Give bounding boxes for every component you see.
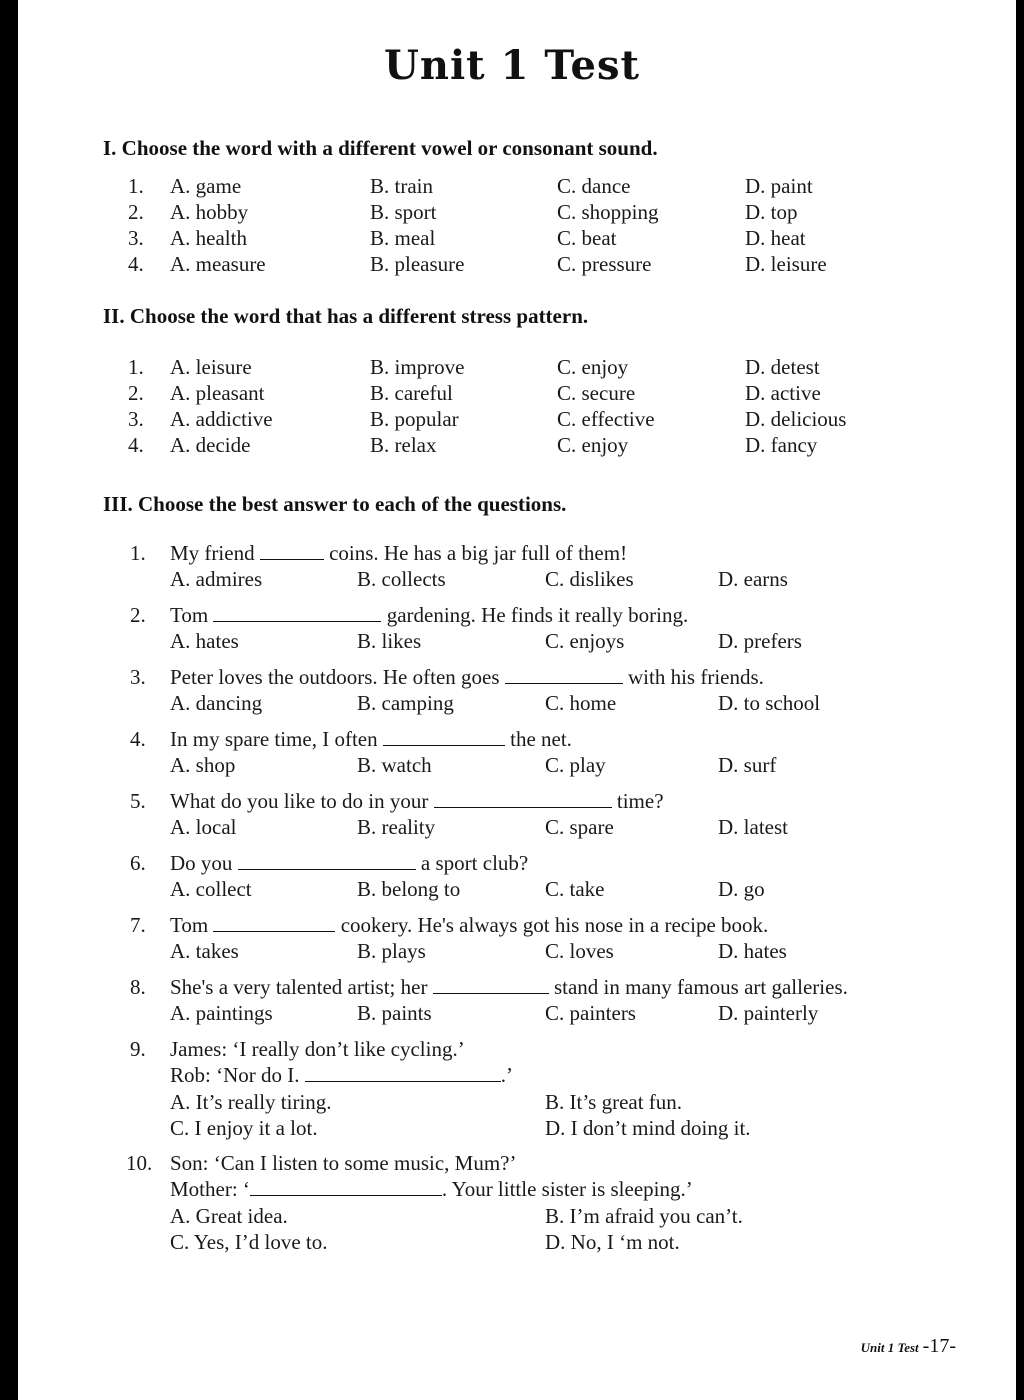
stem-before-blank: What do you like to do in your	[170, 789, 429, 813]
page-title: Unit 1 Test	[384, 42, 640, 89]
answer-options	[0, 815, 1024, 841]
dialogue-line: Son: ‘Can I listen to some music, Mum?’	[170, 1151, 517, 1175]
stem-after-blank: coins. He has a big jar full of them!	[329, 541, 628, 565]
section-1-heading: I. Choose the word with a different vowel or consonant sound.	[103, 136, 658, 160]
option-a: A. decide	[170, 433, 251, 457]
answer-options	[0, 877, 1024, 903]
option-c: C. pressure	[557, 252, 652, 276]
question-text	[170, 789, 664, 814]
option-a: A. collect	[170, 877, 252, 901]
option-c: C. loves	[545, 939, 614, 963]
option-d: D. I don’t mind doing it.	[545, 1116, 751, 1140]
option-b: B. likes	[357, 629, 422, 653]
item-number: 3.	[128, 407, 144, 431]
question-stem	[0, 1177, 1024, 1203]
option-d: D. paint	[745, 174, 813, 198]
question-text	[170, 541, 627, 566]
section-2-row	[0, 407, 1024, 433]
option-b: B. meal	[370, 226, 436, 250]
option-c: C. secure	[557, 381, 636, 405]
item-number: 1.	[128, 355, 144, 379]
item-number: 3.	[128, 226, 144, 250]
option-b: B. relax	[370, 433, 437, 457]
option-b: B. paints	[357, 1001, 432, 1025]
section-2-row	[0, 381, 1024, 407]
stem-before-blank: My friend	[170, 541, 255, 565]
question-number: 1.	[130, 541, 146, 565]
section-2-row	[0, 355, 1024, 381]
stem-after-blank: a sport club?	[420, 851, 529, 875]
question-stem	[0, 789, 1024, 815]
option-d: D. prefers	[718, 629, 802, 653]
question-text	[170, 851, 528, 876]
stem-after-blank: the net.	[510, 727, 572, 751]
stem-after-blank: time?	[616, 789, 664, 813]
option-c: C. enjoys	[545, 629, 625, 653]
dialogue-line	[170, 1177, 693, 1202]
question-number: 9.	[130, 1037, 146, 1061]
answer-blank	[250, 1177, 442, 1196]
option-c: C. home	[545, 691, 617, 715]
question-text	[170, 603, 688, 628]
section-3-heading: III. Choose the best answer to each of the questions.	[103, 492, 567, 516]
option-a: A. game	[170, 174, 242, 198]
option-b: B. reality	[357, 815, 436, 839]
footer-unit-label: Unit 1 Test	[860, 1340, 919, 1355]
question-text	[170, 665, 764, 690]
question-number: 8.	[130, 975, 146, 999]
stem-after-blank: .’	[500, 1063, 513, 1087]
option-a: A. addictive	[170, 407, 273, 431]
stem-after-blank: with his friends.	[628, 665, 764, 689]
answer-options	[0, 753, 1024, 779]
question-stem	[0, 1037, 1024, 1063]
option-c: C. painters	[545, 1001, 636, 1025]
option-c: C. I enjoy it a lot.	[170, 1116, 318, 1140]
question-stem	[0, 665, 1024, 691]
question-text	[170, 975, 848, 1000]
option-d: D. heat	[745, 226, 806, 250]
stem-before-blank: Tom	[170, 603, 209, 627]
option-a: A. takes	[170, 939, 239, 963]
answer-options	[0, 1090, 1024, 1116]
option-a: A. local	[170, 815, 237, 839]
option-d: D. to school	[718, 691, 821, 715]
option-a: A. health	[170, 226, 247, 250]
stem-before-blank: Tom	[170, 913, 209, 937]
option-c: C. Yes, I’d love to.	[170, 1230, 328, 1254]
question-number: 10.	[126, 1151, 153, 1175]
section-1-row	[0, 200, 1024, 226]
answer-blank	[433, 975, 549, 994]
option-b: B. popular	[370, 407, 459, 431]
option-a: A. measure	[170, 252, 266, 276]
answer-options	[0, 939, 1024, 965]
stem-before-blank: Peter loves the outdoors. He often goes	[170, 665, 500, 689]
option-a: A. pleasant	[170, 381, 265, 405]
stem-after-blank: stand in many famous art galleries.	[553, 975, 848, 999]
stem-after-blank: cookery. He's always got his nose in a recipe book.	[340, 913, 769, 937]
option-d: D. go	[718, 877, 765, 901]
stem-before-blank: Rob: ‘Nor do I.	[170, 1063, 300, 1087]
option-d: D. No, I ‘m not.	[545, 1230, 680, 1254]
question-stem	[0, 541, 1024, 567]
stem-after-blank: . Your little sister is sleeping.’	[441, 1177, 693, 1201]
option-b: B. It’s great fun.	[545, 1090, 683, 1114]
option-a: A. paintings	[170, 1001, 273, 1025]
answer-options	[0, 1116, 1024, 1142]
question-number: 7.	[130, 913, 146, 937]
answer-options	[0, 1204, 1024, 1230]
option-a: A. It’s really tiring.	[170, 1090, 332, 1114]
option-d: D. latest	[718, 815, 788, 839]
option-a: A. hobby	[170, 200, 249, 224]
item-number: 1.	[128, 174, 144, 198]
option-d: D. top	[745, 200, 798, 224]
answer-options	[0, 1230, 1024, 1256]
page-footer	[861, 1335, 956, 1358]
answer-blank	[260, 541, 324, 560]
option-b: B. careful	[370, 381, 453, 405]
stem-before-blank: Mother: ‘	[170, 1177, 250, 1201]
question-number: 3.	[130, 665, 146, 689]
option-d: D. hates	[718, 939, 787, 963]
question-text	[170, 727, 572, 752]
answer-options	[0, 1001, 1024, 1027]
question-number: 6.	[130, 851, 146, 875]
option-d: D. surf	[718, 753, 777, 777]
question-number: 4.	[130, 727, 146, 751]
section-1-row	[0, 174, 1024, 200]
answer-blank	[434, 789, 612, 808]
question-stem	[0, 975, 1024, 1001]
option-b: B. pleasure	[370, 252, 465, 276]
option-a: A. dancing	[170, 691, 263, 715]
section-1-row	[0, 252, 1024, 278]
dialogue-line	[170, 1063, 513, 1088]
answer-blank	[305, 1063, 501, 1082]
option-c: C. take	[545, 877, 605, 901]
stem-before-blank: She's a very talented artist; her	[170, 975, 428, 999]
question-number: 5.	[130, 789, 146, 813]
option-c: C. effective	[557, 407, 655, 431]
answer-blank	[505, 665, 623, 684]
option-b: B. sport	[370, 200, 437, 224]
answer-blank	[213, 913, 335, 932]
option-b: B. plays	[357, 939, 426, 963]
option-c: C. dislikes	[545, 567, 634, 591]
item-number: 4.	[128, 252, 144, 276]
option-d: D. fancy	[745, 433, 818, 457]
question-stem	[0, 1063, 1024, 1089]
stem-before-blank: Do you	[170, 851, 233, 875]
question-stem	[0, 603, 1024, 629]
question-text	[170, 913, 768, 938]
answer-options	[0, 567, 1024, 593]
answer-blank	[238, 851, 416, 870]
option-d: D. painterly	[718, 1001, 819, 1025]
dialogue-line: James: ‘I really don’t like cycling.’	[170, 1037, 465, 1061]
option-b: B. camping	[357, 691, 454, 715]
option-b: B. train	[370, 174, 433, 198]
option-a: A. shop	[170, 753, 236, 777]
item-number: 2.	[128, 381, 144, 405]
option-c: C. spare	[545, 815, 614, 839]
question-stem	[0, 727, 1024, 753]
section-1-row	[0, 226, 1024, 252]
stem-before-blank: In my spare time, I often	[170, 727, 378, 751]
answer-options	[0, 691, 1024, 717]
option-d: D. active	[745, 381, 821, 405]
option-d: D. earns	[718, 567, 788, 591]
option-b: B. belong to	[357, 877, 461, 901]
option-c: C. enjoy	[557, 433, 629, 457]
item-number: 2.	[128, 200, 144, 224]
question-stem	[0, 1151, 1024, 1177]
option-a: A. Great idea.	[170, 1204, 288, 1228]
option-d: D. delicious	[745, 407, 847, 431]
option-b: B. I’m afraid you can’t.	[545, 1204, 743, 1228]
section-2-row	[0, 433, 1024, 459]
option-a: A. admires	[170, 567, 263, 591]
item-number: 4.	[128, 433, 144, 457]
option-b: B. improve	[370, 355, 465, 379]
option-c: C. shopping	[557, 200, 659, 224]
page-number: -17-	[922, 1335, 956, 1357]
section-2-heading: II. Choose the word that has a different stress pattern.	[103, 304, 589, 328]
option-c: C. enjoy	[557, 355, 629, 379]
option-b: B. collects	[357, 567, 446, 591]
option-c: C. beat	[557, 226, 617, 250]
answer-options	[0, 629, 1024, 655]
question-stem	[0, 913, 1024, 939]
answer-blank	[213, 603, 381, 622]
option-d: D. leisure	[745, 252, 827, 276]
option-a: A. leisure	[170, 355, 252, 379]
stem-after-blank: gardening. He finds it really boring.	[386, 603, 689, 627]
option-a: A. hates	[170, 629, 239, 653]
option-b: B. watch	[357, 753, 432, 777]
answer-blank	[383, 727, 505, 746]
option-c: C. dance	[557, 174, 631, 198]
option-c: C. play	[545, 753, 606, 777]
question-stem	[0, 851, 1024, 877]
question-number: 2.	[130, 603, 146, 627]
option-d: D. detest	[745, 355, 820, 379]
